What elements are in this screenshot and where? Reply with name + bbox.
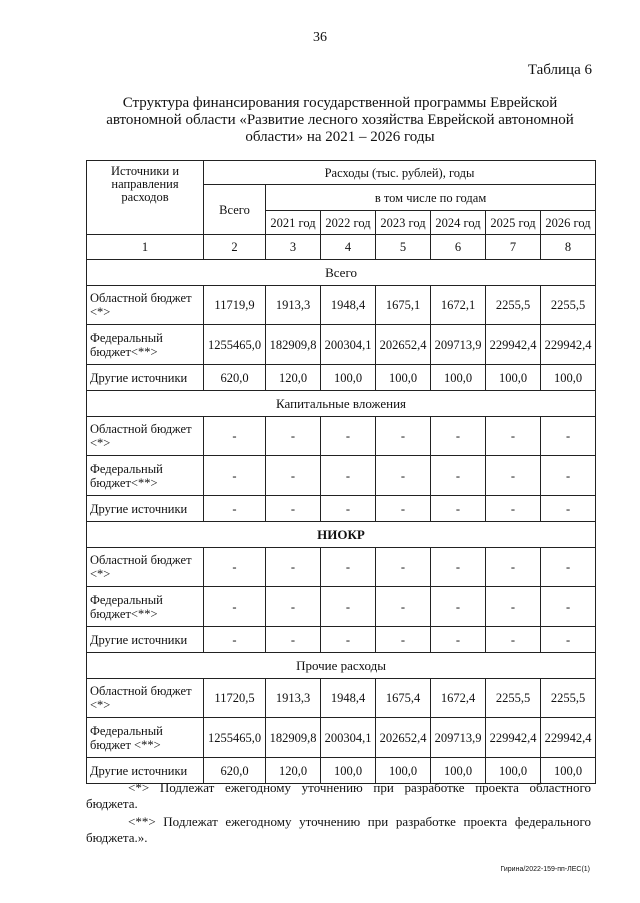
year-value-cell: 100,0 <box>376 365 431 391</box>
year-value-cell: - <box>486 456 541 496</box>
total-cell: - <box>204 627 266 653</box>
column-number: 1 <box>87 235 204 260</box>
year-value-cell: 100,0 <box>486 365 541 391</box>
year-value-cell: - <box>376 417 431 456</box>
year-value-cell: - <box>266 456 321 496</box>
year-value-cell: - <box>431 587 486 627</box>
table-row <box>87 496 596 522</box>
year-value-cell: - <box>376 548 431 587</box>
year-header: 2022 год <box>321 211 376 235</box>
year-value-cell: 1948,4 <box>321 679 376 718</box>
year-value-cell: - <box>541 456 596 496</box>
year-value-cell: 120,0 <box>266 365 321 391</box>
year-value-cell: - <box>266 496 321 522</box>
column-number: 7 <box>486 235 541 260</box>
year-value-cell: 200304,1 <box>321 325 376 365</box>
year-value-cell: - <box>431 548 486 587</box>
column-number: 8 <box>541 235 596 260</box>
source-cell: Другие источники <box>87 365 204 391</box>
year-value-cell: - <box>376 496 431 522</box>
year-value-cell: 1672,4 <box>431 679 486 718</box>
table-label: Таблица 6 <box>527 62 592 78</box>
section-row <box>87 653 596 679</box>
source-cell: Федеральный бюджет <**> <box>87 718 204 758</box>
total-cell: 1255465,0 <box>204 325 266 365</box>
total-header: Всего <box>204 185 266 235</box>
year-value-cell: - <box>541 548 596 587</box>
column-number: 5 <box>376 235 431 260</box>
source-cell: Областной бюджет <*> <box>87 417 204 456</box>
section-row <box>87 522 596 548</box>
column-number: 2 <box>204 235 266 260</box>
source-cell: Федеральный бюджет<**> <box>87 325 204 365</box>
column-number: 3 <box>266 235 321 260</box>
year-value-cell: - <box>486 548 541 587</box>
year-value-cell: 100,0 <box>321 365 376 391</box>
total-cell: 11720,5 <box>204 679 266 718</box>
year-value-cell: 1913,3 <box>266 286 321 325</box>
table-row <box>87 456 596 496</box>
footnote-regional: <*> Подлежат ежегодному уточнению при разработке проекта областного бюджета. <box>86 780 591 811</box>
table-row <box>87 417 596 456</box>
page-number: 36 <box>313 30 327 45</box>
year-value-cell: 2255,5 <box>541 286 596 325</box>
table-row <box>87 679 596 718</box>
year-value-cell: 229942,4 <box>486 325 541 365</box>
year-value-cell: 209713,9 <box>431 718 486 758</box>
year-value-cell: - <box>321 456 376 496</box>
year-value-cell: 100,0 <box>431 758 486 784</box>
year-value-cell: - <box>376 456 431 496</box>
total-cell: - <box>204 417 266 456</box>
table-row <box>87 286 596 325</box>
column-number: 6 <box>431 235 486 260</box>
year-value-cell: 100,0 <box>321 758 376 784</box>
year-value-cell: 2255,5 <box>486 679 541 718</box>
year-value-cell: - <box>541 627 596 653</box>
year-value-cell: - <box>376 627 431 653</box>
year-value-cell: 2255,5 <box>541 679 596 718</box>
total-cell: - <box>204 456 266 496</box>
year-value-cell: 100,0 <box>541 758 596 784</box>
year-value-cell: 182909,8 <box>266 325 321 365</box>
section-title: Всего <box>87 260 596 286</box>
year-header: 2026 год <box>541 211 596 235</box>
year-value-cell: - <box>321 587 376 627</box>
year-value-cell: 229942,4 <box>541 325 596 365</box>
expenses-header: Расходы (тыс. рублей), годы <box>204 161 596 185</box>
by-years-header: в том числе по годам <box>266 185 596 211</box>
year-value-cell: - <box>266 587 321 627</box>
year-value-cell: 100,0 <box>376 758 431 784</box>
table-row <box>87 325 596 365</box>
source-cell: Областной бюджет <*> <box>87 286 204 325</box>
year-header: 2023 год <box>376 211 431 235</box>
year-value-cell: - <box>486 587 541 627</box>
year-value-cell: - <box>266 417 321 456</box>
year-value-cell: 2255,5 <box>486 286 541 325</box>
year-value-cell: 100,0 <box>431 365 486 391</box>
year-value-cell: - <box>431 417 486 456</box>
total-cell: - <box>204 548 266 587</box>
total-cell: 620,0 <box>204 758 266 784</box>
year-value-cell: 200304,1 <box>321 718 376 758</box>
document-code: Гирина/2022-159-пп-ЛЕС(1) <box>500 866 590 873</box>
year-value-cell: 229942,4 <box>541 718 596 758</box>
year-value-cell: 1913,3 <box>266 679 321 718</box>
financing-table <box>86 160 596 784</box>
year-value-cell: - <box>486 496 541 522</box>
section-row <box>87 260 596 286</box>
year-value-cell: 1675,4 <box>376 679 431 718</box>
year-value-cell: 120,0 <box>266 758 321 784</box>
source-cell: Областной бюджет <*> <box>87 679 204 718</box>
section-title: НИОКР <box>87 522 596 548</box>
source-cell: Другие источники <box>87 496 204 522</box>
total-cell: - <box>204 496 266 522</box>
table-row <box>87 587 596 627</box>
year-value-cell: - <box>321 548 376 587</box>
year-value-cell: - <box>541 417 596 456</box>
year-value-cell: - <box>321 417 376 456</box>
year-value-cell: 202652,4 <box>376 718 431 758</box>
year-value-cell: - <box>431 496 486 522</box>
document-title: Структура финансирования государственной программы Еврейской автономной области «Развитие лесного хозяйства Еврейской автономной области» на 2021 – 2026 годы <box>106 95 574 145</box>
source-cell: Другие источники <box>87 758 204 784</box>
year-value-cell: - <box>321 627 376 653</box>
year-value-cell: - <box>541 587 596 627</box>
section-title: Прочие расходы <box>87 653 596 679</box>
year-header: 2021 год <box>266 211 321 235</box>
total-cell: - <box>204 587 266 627</box>
year-value-cell: 1948,4 <box>321 286 376 325</box>
year-value-cell: 202652,4 <box>376 325 431 365</box>
source-cell: Другие источники <box>87 627 204 653</box>
source-cell: Федеральный бюджет<**> <box>87 456 204 496</box>
table-row <box>87 718 596 758</box>
year-value-cell: 229942,4 <box>486 718 541 758</box>
year-value-cell: - <box>486 417 541 456</box>
total-cell: 620,0 <box>204 365 266 391</box>
year-value-cell: - <box>431 456 486 496</box>
year-value-cell: - <box>431 627 486 653</box>
year-value-cell: - <box>486 627 541 653</box>
table-body <box>87 260 596 784</box>
column-number: 4 <box>321 235 376 260</box>
year-value-cell: 1675,1 <box>376 286 431 325</box>
source-cell: Областной бюджет <*> <box>87 548 204 587</box>
year-value-cell: 182909,8 <box>266 718 321 758</box>
year-value-cell: - <box>376 587 431 627</box>
section-row <box>87 391 596 417</box>
year-value-cell: - <box>266 548 321 587</box>
section-title: Капитальные вложения <box>87 391 596 417</box>
table-row <box>87 548 596 587</box>
total-cell: 1255465,0 <box>204 718 266 758</box>
table-row <box>87 365 596 391</box>
year-value-cell: - <box>266 627 321 653</box>
year-value-cell: 1672,1 <box>431 286 486 325</box>
year-value-cell: - <box>541 496 596 522</box>
footnotes <box>86 780 591 848</box>
footnote-federal: <**> Подлежат ежегодному уточнению при разработке проекта федерального бюджета.». <box>86 814 591 845</box>
year-header: 2024 год <box>431 211 486 235</box>
total-cell: 11719,9 <box>204 286 266 325</box>
year-value-cell: - <box>321 496 376 522</box>
year-header: 2025 год <box>486 211 541 235</box>
year-value-cell: 209713,9 <box>431 325 486 365</box>
year-value-cell: 100,0 <box>541 365 596 391</box>
source-cell: Федеральный бюджет<**> <box>87 587 204 627</box>
table-row <box>87 627 596 653</box>
year-value-cell: 100,0 <box>486 758 541 784</box>
sources-header: Источники и направления расходов <box>87 161 204 235</box>
